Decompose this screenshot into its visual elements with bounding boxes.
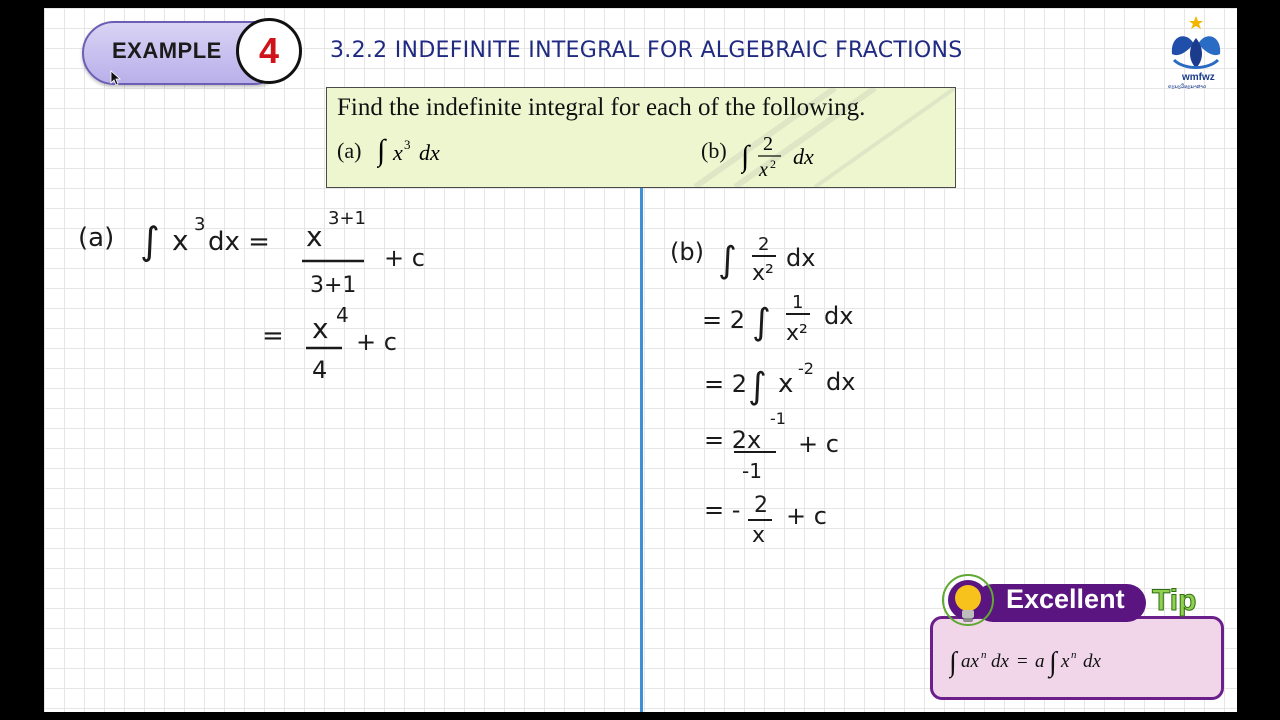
slide <box>44 8 1237 712</box>
svg-text:+ c: + c <box>798 430 839 458</box>
svg-text:2: 2 <box>758 234 770 255</box>
column-divider <box>640 188 643 712</box>
svg-text:x: x <box>306 220 323 253</box>
svg-text:∫: ∫ <box>1049 647 1057 678</box>
solution-a <box>74 198 494 388</box>
svg-text:dx: dx <box>793 144 814 169</box>
svg-text:n: n <box>981 649 987 661</box>
tip-word: Tip <box>1152 584 1197 617</box>
svg-text:= 2: = 2 <box>704 370 748 398</box>
svg-text:dx: dx <box>419 140 440 165</box>
example-label: EXAMPLE <box>112 38 222 63</box>
svg-text:dx: dx <box>824 302 854 330</box>
mouse-cursor-icon <box>110 70 122 86</box>
example-number-circle <box>236 18 302 84</box>
solution-a-label: (a) <box>78 223 115 253</box>
svg-text:a: a <box>1035 651 1045 672</box>
question-part-b-label: (b) <box>701 138 727 163</box>
logo-subtext: ຄະນະວິທະຍາສາດ <box>1168 84 1207 90</box>
svg-text:2: 2 <box>770 157 776 171</box>
svg-text:x: x <box>172 224 189 257</box>
svg-text:x: x <box>778 369 794 399</box>
tip-title: Excellent <box>1006 584 1125 614</box>
solution-b <box>664 228 964 548</box>
svg-text:x²: x² <box>786 321 808 346</box>
svg-text:x: x <box>393 140 403 165</box>
question-part-a-label: (a) <box>337 138 362 163</box>
svg-text:∫: ∫ <box>140 219 160 263</box>
svg-text:=: = <box>1017 651 1028 672</box>
question-part-a-expression <box>377 130 487 170</box>
svg-text:4: 4 <box>312 356 328 384</box>
svg-text:=: = <box>262 321 284 351</box>
svg-text:dx: dx <box>786 244 816 272</box>
svg-text:x: x <box>752 523 766 548</box>
svg-text:+ c: + c <box>356 328 397 356</box>
svg-text:-1: -1 <box>742 459 762 483</box>
svg-text:∫: ∫ <box>377 134 386 167</box>
svg-text:dx =: dx = <box>208 227 270 257</box>
section-title: 3.2.2 INDEFINITE INTEGRAL FOR ALGEBRAIC FRACTIONS <box>330 38 963 63</box>
svg-text:dx: dx <box>991 651 1009 672</box>
svg-text:n: n <box>1071 649 1077 661</box>
svg-text:4: 4 <box>336 303 349 327</box>
svg-text:= 2x: = 2x <box>704 426 762 454</box>
example-number: 4 <box>258 30 280 71</box>
svg-text:= 2: = 2 <box>702 306 746 334</box>
svg-text:3+1: 3+1 <box>328 208 366 229</box>
svg-text:x: x <box>312 312 329 345</box>
svg-text:∫: ∫ <box>752 302 771 343</box>
svg-text:ax: ax <box>961 651 979 672</box>
svg-text:∫: ∫ <box>718 240 737 281</box>
question-box <box>326 87 956 188</box>
logo-text: wmfwz <box>1182 72 1215 83</box>
svg-text:+ c: + c <box>786 502 827 530</box>
svg-text:x: x <box>759 159 768 181</box>
lightbulb-icon <box>940 574 996 634</box>
solution-b-label: (b) <box>670 238 704 266</box>
svg-text:3: 3 <box>404 137 411 152</box>
svg-text:-2: -2 <box>798 359 814 378</box>
svg-text:2: 2 <box>754 493 768 518</box>
svg-text:∫: ∫ <box>949 647 957 678</box>
svg-text:x: x <box>1061 651 1070 672</box>
svg-text:dx: dx <box>826 368 856 396</box>
svg-text:= -: = - <box>704 496 741 524</box>
question-text: Find the indefinite integral for each of the following. <box>337 94 866 121</box>
svg-text:dx: dx <box>1083 651 1101 672</box>
tip-formula <box>949 643 1139 679</box>
svg-text:3+1: 3+1 <box>310 273 357 298</box>
svg-text:1: 1 <box>792 292 804 313</box>
svg-text:2: 2 <box>763 133 773 155</box>
svg-text:-1: -1 <box>770 409 786 428</box>
svg-text:3: 3 <box>194 214 206 235</box>
svg-text:∫: ∫ <box>741 140 750 173</box>
svg-text:+ c: + c <box>384 244 425 272</box>
svg-text:x²: x² <box>752 261 774 286</box>
svg-text:∫: ∫ <box>748 366 767 407</box>
question-part-b-expression <box>741 128 851 186</box>
